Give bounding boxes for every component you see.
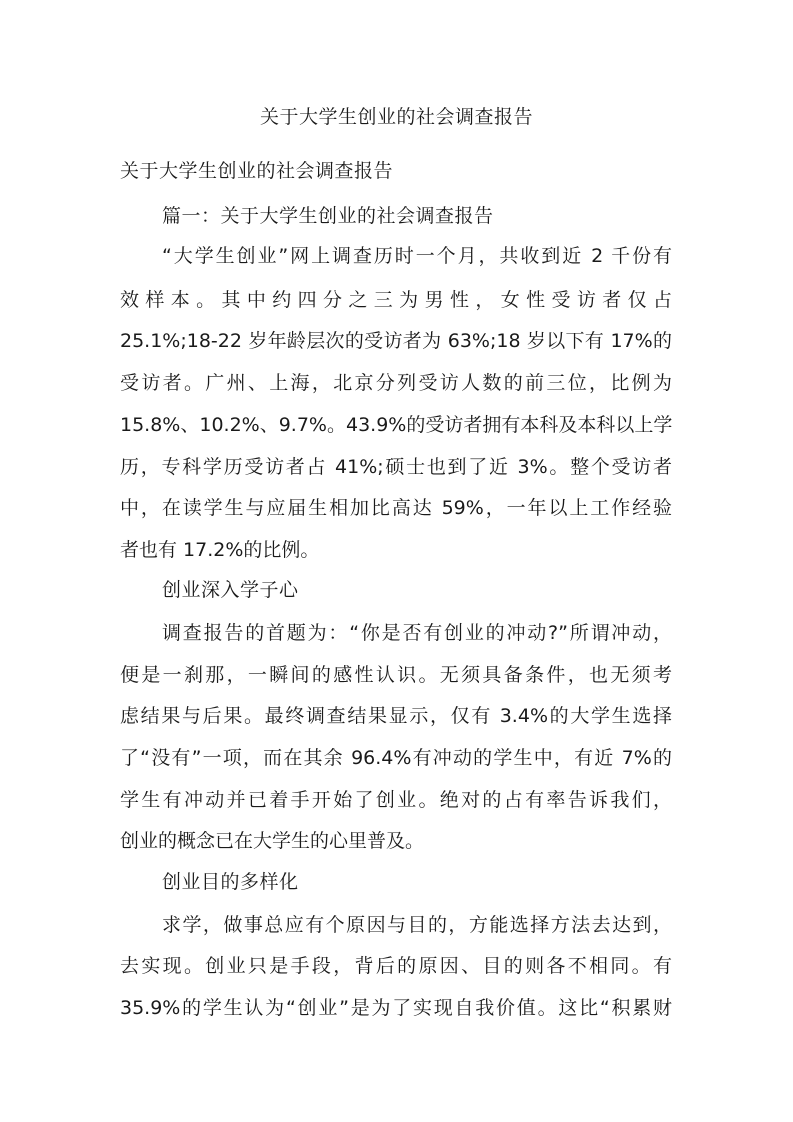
document-title: 关于大学生创业的社会调查报告 (259, 106, 533, 128)
paragraph-line: 中，在读学生与应届生相加比高达 59%，一年以上工作经验 (120, 497, 672, 519)
paragraph-line: 创业的概念已在大学生的心里普及。 (120, 830, 425, 852)
document-subtitle: 关于大学生创业的社会调查报告 (120, 160, 394, 182)
paragraph-line: 25.1%;18-22 岁年龄层次的受访者为 63%;18 岁以下有 17%的 (120, 330, 672, 352)
paragraph-line: 求学，做事总应有个原因与目的，方能选择方法去达到， (162, 914, 672, 936)
paragraph-line: 效 样 本 。 其 中 约 四 分 之 三 为 男 性 ， 女 性 受 访 者 仅 占 (120, 289, 672, 311)
paragraph-line: 历，专科学历受访者占 41%;硕士也到了近 3%。整个受访者 (120, 456, 672, 478)
section-heading: 创业目的多样化 (162, 871, 299, 893)
paragraph-line: 便是一刹那，一瞬间的感性认识。无须具备条件，也无须考 (120, 664, 672, 686)
paragraph-line: 受访者。广州、上海，北京分列受访人数的前三位，比例为 (120, 372, 672, 394)
paragraph-line: 了“没有”一项，而在其余 96.4%有冲动的学生中，有近 7%的 (120, 747, 672, 769)
paragraph-line: 虑结果与后果。最终调查结果显示，仅有 3.4%的大学生选择 (120, 705, 672, 727)
section-heading: 创业深入学子心 (162, 579, 299, 601)
chapter-heading: 篇一：关于大学生创业的社会调查报告 (162, 205, 494, 227)
paragraph-line: 去实现。创业只是手段，背后的原因、目的则各不相同。有 (120, 955, 672, 977)
paragraph-line: 者也有 17.2%的比例。 (120, 539, 320, 561)
paragraph-line: 35.9%的学生认为“创业”是为了实现自我价值。这比“积累财 (120, 997, 672, 1019)
paragraph-line: 学生有冲动并已着手开始了创业。绝对的占有率告诉我们， (120, 789, 672, 811)
paragraph-line: 15.8%、10.2%、9.7%。43.9%的受访者拥有本科及本科以上学 (120, 414, 672, 436)
paragraph-line: “大学生创业”网上调查历时一个月，共收到近 2 千份有 (162, 245, 672, 267)
paragraph-line: 调查报告的首题为：“你是否有创业的冲动?”所谓冲动， (162, 622, 672, 644)
